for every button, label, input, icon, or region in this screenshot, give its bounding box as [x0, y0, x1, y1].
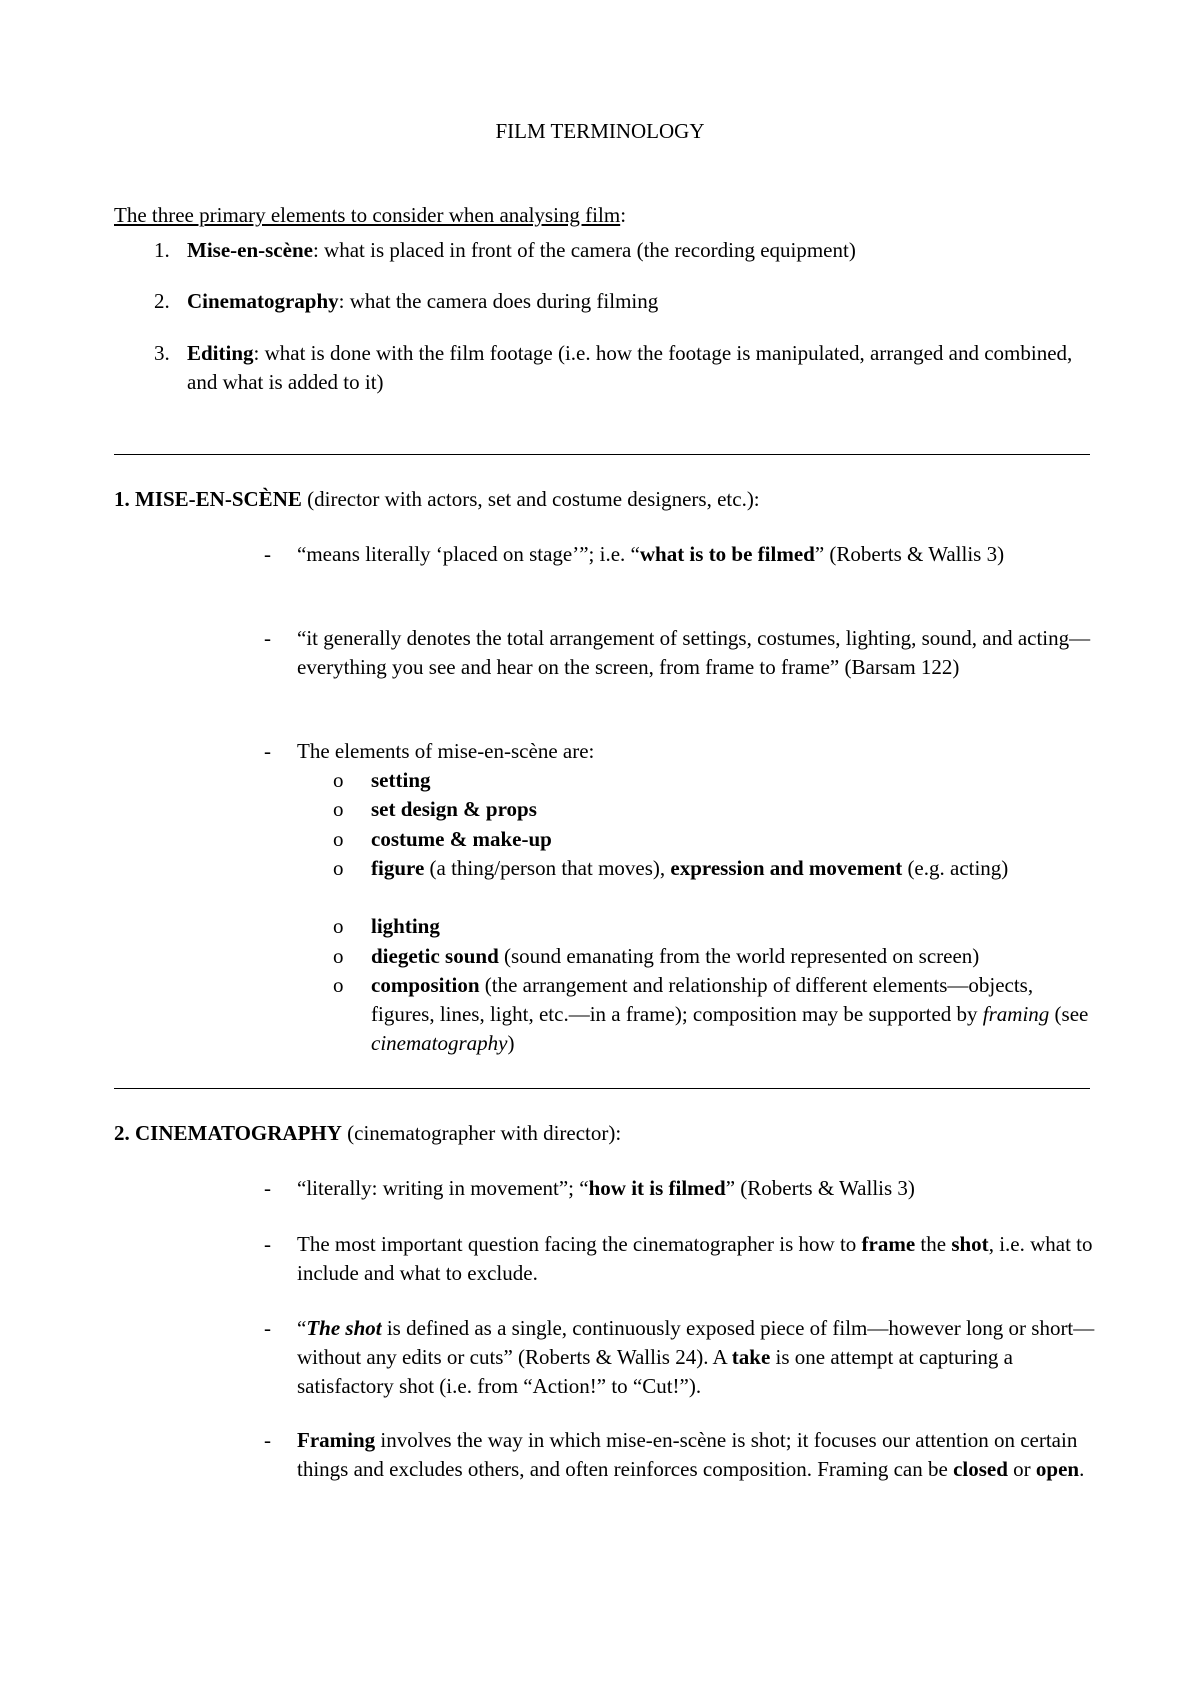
term: Cinematography [187, 289, 339, 313]
section-heading: 1. MISE-EN-SCÈNE (director with actors, set and costume designers, etc.): [114, 487, 760, 511]
term: Mise-en-scène [187, 238, 313, 262]
section-heading: 2. CINEMATOGRAPHY (cinematographer with director): [114, 1121, 622, 1145]
section-divider [114, 1088, 1090, 1089]
section-divider [114, 454, 1090, 455]
term: Editing [187, 341, 254, 365]
document-title: FILM TERMINOLOGY [495, 119, 705, 143]
intro-line: The three primary elements to consider when analysing film: [114, 203, 627, 227]
intro-underlined: The three primary elements to consider when analysing film [114, 203, 621, 227]
